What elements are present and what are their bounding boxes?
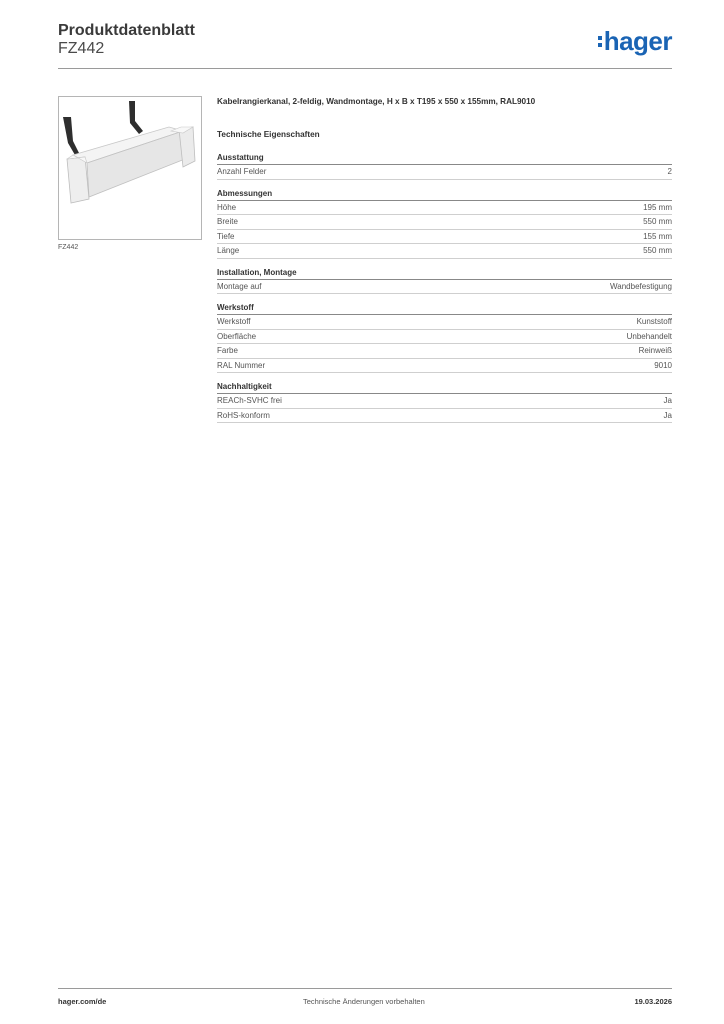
property-label: Oberfläche <box>217 331 257 341</box>
property-label: Werkstoff <box>217 317 251 326</box>
section-title: Ausstattung <box>217 152 672 165</box>
property-label: Tiefe <box>217 231 235 241</box>
property-label: Montage auf <box>217 281 262 291</box>
property-row <box>217 215 672 230</box>
property-value: Unbehandelt <box>626 331 672 341</box>
property-row <box>217 359 672 374</box>
logo-text: hager <box>603 26 672 56</box>
property-value: 550 mm <box>643 246 672 255</box>
property-row <box>217 394 672 409</box>
footer-divider <box>58 988 672 989</box>
property-row <box>217 280 672 295</box>
cable-duct-illustration <box>59 97 201 239</box>
document-title: Produktdatenblatt <box>58 22 195 39</box>
property-value: 9010 <box>654 360 672 370</box>
section-nachhaltigkeit <box>217 381 672 423</box>
property-value: 155 mm <box>643 231 672 241</box>
section-title: Abmessungen <box>217 188 672 201</box>
product-details <box>217 96 672 423</box>
property-value: Ja <box>663 410 672 420</box>
product-image <box>58 96 202 240</box>
section-werkstoff <box>217 302 672 373</box>
property-label: Länge <box>217 246 240 255</box>
image-caption: FZ442 <box>58 244 79 251</box>
property-label: REACh-SVHC frei <box>217 396 282 405</box>
property-value: Kunststoff <box>636 317 672 326</box>
footer-date: 19.03.2026 <box>634 997 672 1006</box>
section-ausstattung <box>217 152 672 180</box>
property-value: Wandbefestigung <box>610 281 672 291</box>
section-title: Werkstoff <box>217 302 672 315</box>
property-value: 2 <box>667 167 672 176</box>
property-value: 550 mm <box>643 217 672 226</box>
page-header <box>58 20 672 70</box>
property-value: 195 mm <box>643 202 672 212</box>
property-row <box>217 230 672 245</box>
property-label: Höhe <box>217 202 237 212</box>
property-row <box>217 201 672 216</box>
property-label: Farbe <box>217 346 238 355</box>
header-divider <box>58 68 672 69</box>
property-label: RAL Nummer <box>217 360 266 370</box>
product-code: FZ442 <box>58 40 105 57</box>
product-description: Kabelrangierkanal, 2-feldig, Wandmontage, H x B x T195 x 550 x 155mm, RAL9010 <box>217 97 536 106</box>
property-label: RoHS-konform <box>217 410 270 420</box>
hager-logo <box>598 26 672 57</box>
footer-notice: Technische Änderungen vorbehalten <box>303 997 425 1006</box>
section-abmessungen <box>217 188 672 259</box>
technical-properties-heading: Technische Eigenschaften <box>217 130 320 139</box>
property-row <box>217 165 672 180</box>
property-row <box>217 344 672 359</box>
property-value: Ja <box>663 396 672 405</box>
property-row <box>217 244 672 259</box>
property-label: Anzahl Felder <box>217 167 267 176</box>
footer-website-link[interactable]: hager.com/de <box>58 997 107 1006</box>
property-value: Reinweiß <box>638 346 672 355</box>
property-row <box>217 330 672 345</box>
property-label: Breite <box>217 217 238 226</box>
property-row <box>217 409 672 424</box>
section-title: Nachhaltigkeit <box>217 381 672 394</box>
logo-dots-icon <box>598 36 602 50</box>
section-installation <box>217 267 672 295</box>
property-row <box>217 315 672 330</box>
section-title: Installation, Montage <box>217 267 672 280</box>
